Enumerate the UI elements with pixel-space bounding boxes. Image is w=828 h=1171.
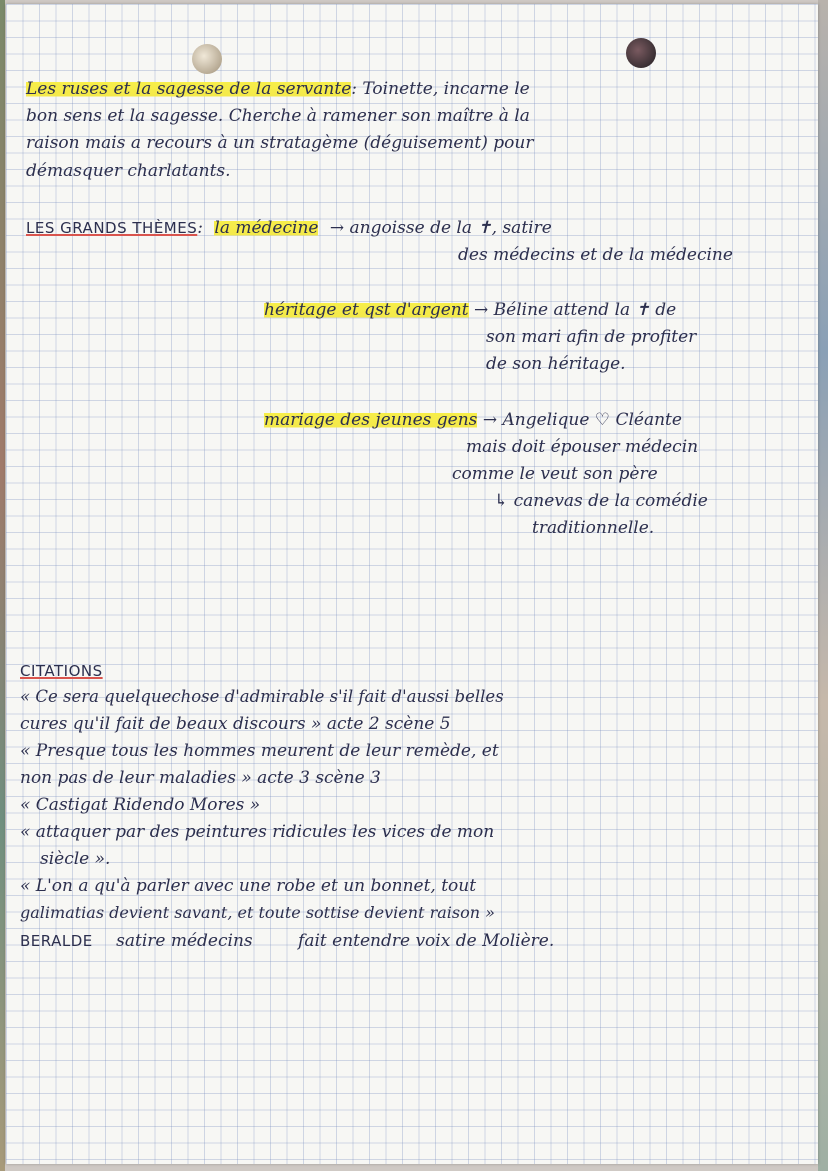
theme-3-line-2: mais doit épouser médecin [466, 437, 699, 457]
theme-2-row [264, 299, 676, 321]
theme-3-line-5: traditionnelle. [532, 518, 655, 538]
citation-line-1: « Ce sera quelquechose d'admirable s'il fait d'aussi belles [20, 687, 504, 706]
intro-line-3: raison mais a recours à un stratagème (déguisement) pour [26, 133, 534, 153]
citations-footer-left: BERALDE [20, 932, 93, 950]
punch-hole-left [192, 44, 222, 74]
grid-paper-sheet [6, 4, 818, 1164]
themes-title: LES GRANDS THÈMES [26, 219, 198, 237]
citations-title-row [20, 660, 103, 682]
citations-footer-mid: satire médecins [116, 931, 253, 951]
intro-line-1 [26, 78, 530, 100]
intro-highlight: Les ruses et la sagesse de la servante [26, 79, 352, 99]
theme-2-line-2: son mari afin de profiter [486, 327, 697, 347]
theme-3-line-1: Angelique ♡ Cléante [502, 410, 682, 430]
theme-2-label: héritage et qst d'argent [264, 300, 469, 320]
theme-2-line-3: de son héritage. [486, 354, 626, 374]
theme-1-label: la médecine [214, 218, 319, 238]
intro-line-2: bon sens et la sagesse. Cherche à ramener son maître à la [26, 106, 530, 126]
citation-line-2: cures qu'il fait de beaux discours » acte 2 scène 5 [20, 714, 451, 734]
theme-3-arrow: → [482, 410, 498, 430]
themes-heading-row [26, 217, 552, 239]
theme-3-line-3: comme le veut son père [452, 464, 658, 484]
theme-1-arrow: → [329, 218, 345, 238]
citations-title: CITATIONS [20, 662, 103, 680]
intro-line-1-rest: : Toinette, incarne le [351, 79, 530, 99]
citation-line-5: « Castigat Ridendo Mores » [20, 795, 261, 815]
theme-2-line-1: Béline attend la ✝ de [493, 300, 677, 320]
citation-line-7: siècle ». [40, 849, 111, 869]
citation-line-3: « Presque tous les hommes meurent de leur remède, et [20, 741, 499, 761]
theme-3-row [264, 409, 682, 431]
background-edge-right [818, 0, 828, 1171]
citations-footer [20, 930, 554, 952]
background-edge-left [0, 0, 5, 1171]
citations-footer-right: fait entendre voix de Molière. [298, 931, 555, 951]
theme-1-line-2: des médecins et de la médecine [458, 245, 733, 265]
citation-line-9: galimatias devient savant, et toute sottise devient raison » [20, 903, 495, 922]
theme-1-line-1: angoisse de la ✝, satire [349, 218, 552, 238]
punch-hole-right [626, 38, 656, 68]
citation-line-4: non pas de leur maladies » acte 3 scène 3 [20, 768, 381, 788]
intro-line-4: démasquer charlatants. [26, 161, 231, 181]
citation-line-8: « L'on a qu'à parler avec une robe et un bonnet, tout [20, 876, 477, 896]
theme-3-label: mariage des jeunes gens [264, 410, 478, 430]
citation-line-6: « attaquer par des peintures ridicules les vices de mon [20, 822, 495, 842]
theme-3-line-4: ↳ canevas de la comédie [494, 491, 708, 511]
theme-2-arrow: → [473, 300, 489, 320]
themes-colon: : [197, 218, 203, 238]
